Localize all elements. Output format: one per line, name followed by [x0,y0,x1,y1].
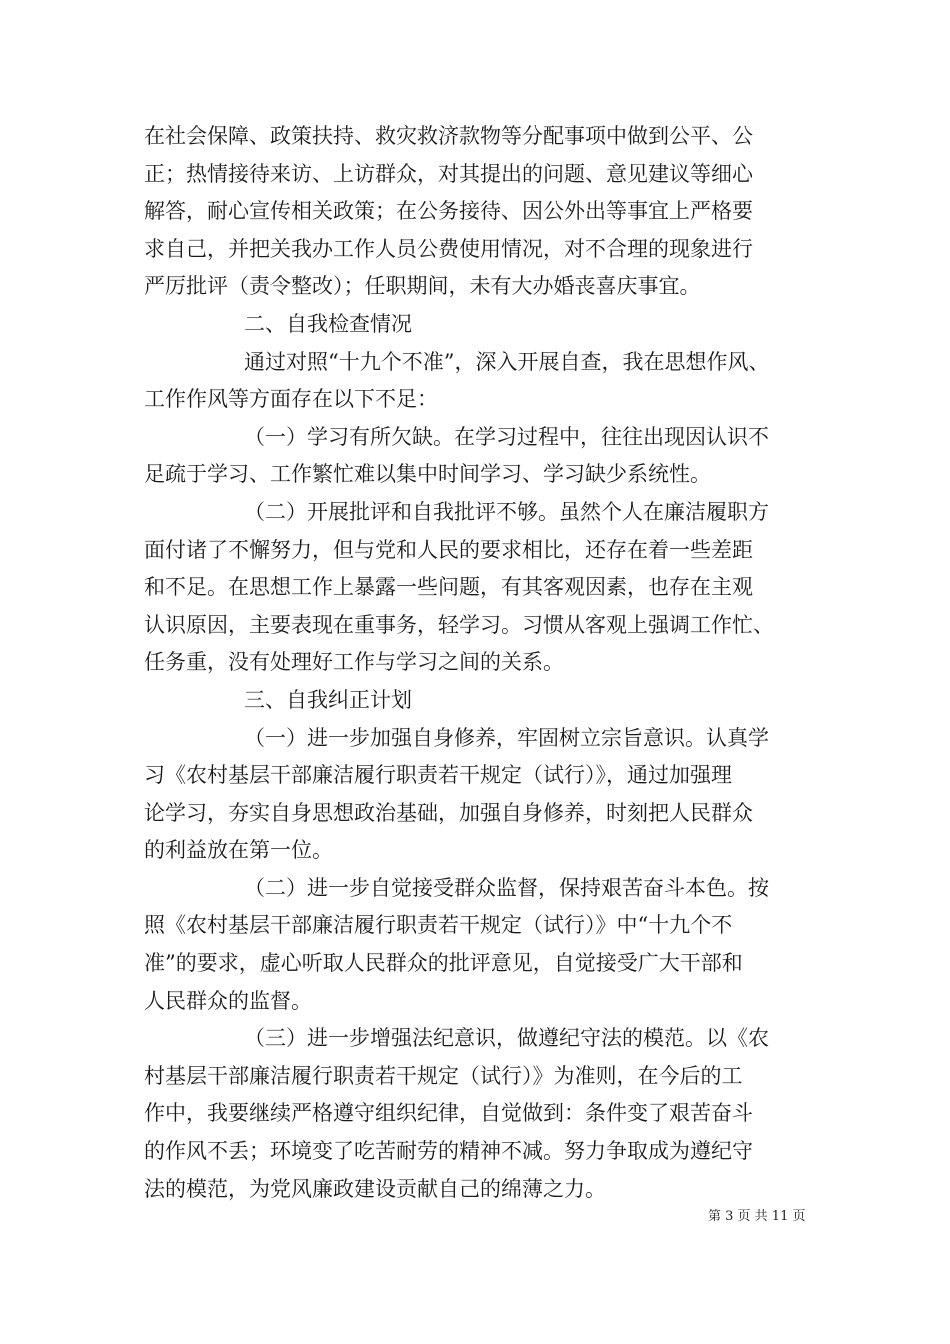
text-line: 求自己，并把关我办工作人员公费使用情况，对不合理的现象进行 [144,236,753,261]
text-line: 解答，耐心宣传相关政策；在公务接待、因公外出等事宜上严格要 [144,199,753,224]
text-line: 正；热情接待来访、上访群众，对其提出的问题、意见建议等细心 [144,161,753,186]
paragraph-first-line: 通过对照“十九个不准”，深入开展自查，我在思想作风、 [244,349,770,374]
text-line: 和不足。在思想工作上暴露一些问题，有其客观因素，也存在主观 [144,575,753,600]
text-line: 照《农村基层干部廉洁履行职责若干规定（试行）》中“十九个不 [144,913,733,938]
text-line: 村基层干部廉洁履行职责若干规定（试行）》为准则，在今后的工 [144,1063,743,1088]
text-line: 人民群众的监督。 [144,988,312,1013]
section-heading-self-check: 二、自我检查情况 [244,311,412,336]
section-heading-correction-plan: 三、自我纠正计划 [244,687,412,712]
text-line: 足疏于学习、工作繁忙难以集中时间学习、学习缺少系统性。 [144,462,711,487]
text-line: 任务重，没有处理好工作与学习之间的关系。 [144,650,564,675]
text-line: 的作风不丢；环境变了吃苦耐劳的精神不减。努力争取成为遵纪守 [144,1139,753,1164]
text-line: 面付诸了不懈努力，但与党和人民的要求相比，还存在着一些差距 [144,537,753,562]
text-line: 认识原因，主要表现在重事务，轻学习。习惯从客观上强调工作忙、 [144,612,774,637]
text-line: 论学习，夯实自身思想政治基础，加强自身修养，时刻把人民群众 [144,800,753,825]
paragraph-first-line: （二）进一步自觉接受群众监督，保持艰苦奋斗本色。按 [244,875,769,900]
text-line: 准”的要求，虚心听取人民群众的批评意见，自觉接受广大干部和 [144,951,743,976]
paragraph-first-line: （二）开展批评和自我批评不够。虽然个人在廉洁履职方 [244,499,769,524]
text-line: 习《农村基层干部廉洁履行职责若干规定（试行）》，通过加强理 [144,763,732,788]
text-line: 作中，我要继续严格遵守组织纪律，自觉做到：条件变了艰苦奋斗 [144,1101,753,1126]
paragraph-first-line: （一）进一步加强自身修养，牢固树立宗旨意识。认真学 [244,725,769,750]
page-number-footer: 第 3 页 共 11 页 [708,1209,806,1224]
paragraph-first-line: （一）学习有所欠缺。在学习过程中，往往出现因认识不 [244,424,769,449]
text-line: 的利益放在第一位。 [144,838,333,863]
paragraph-first-line: （三）进一步增强法纪意识，做遵纪守法的模范。以《农 [244,1026,769,1051]
body-text [144,118,828,1208]
text-line: 在社会保障、政策扶持、救灾救济款物等分配事项中做到公平、公 [144,124,753,148]
text-line: 工作作风等方面存在以下不足： [144,387,438,412]
text-line: 法的模范，为党风廉政建设贡献自己的绵薄之力。 [144,1176,606,1201]
text-line: 严厉批评（责令整改）；任职期间，未有大办婚丧喜庆事宜。 [144,274,701,299]
